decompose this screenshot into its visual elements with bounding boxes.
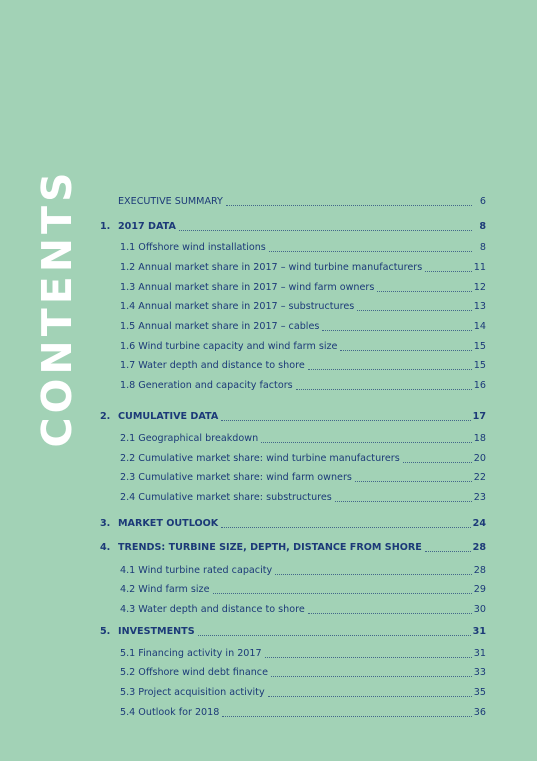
dot-leader	[265, 656, 472, 658]
dot-leader	[221, 419, 470, 421]
dot-leader	[271, 675, 472, 677]
toc-page-number: 15	[473, 341, 486, 352]
toc-entry-label: 1.3 Annual market share in 2017 – wind farm owners	[120, 282, 375, 293]
toc-subentry[interactable]	[100, 583, 486, 597]
dot-leader	[377, 290, 471, 292]
toc-subentry[interactable]	[100, 706, 486, 720]
toc-entry-label: 2.4 Cumulative market share: substructures	[120, 492, 332, 503]
toc-page-number: 31	[473, 648, 486, 659]
toc-entry-label: 2.2 Cumulative market share: wind turbine manufacturers	[120, 453, 400, 464]
toc-entry-label: 1.6 Wind turbine capacity and wind farm size	[120, 341, 338, 352]
toc-page-number: 16	[473, 380, 486, 391]
dot-leader	[261, 441, 472, 443]
toc-entry-label: 5.1 Financing activity in 2017	[120, 648, 262, 659]
toc-page-number: 28	[473, 565, 486, 576]
toc-entry[interactable]	[100, 625, 486, 639]
toc-page-number: 29	[473, 584, 486, 595]
dot-leader	[226, 204, 472, 206]
toc-entry-label: 2017 DATA	[118, 221, 176, 232]
dot-leader	[269, 250, 472, 252]
toc-subentry[interactable]	[100, 432, 486, 446]
dot-leader	[308, 612, 472, 614]
toc-page-number: 6	[479, 196, 486, 207]
toc-entry-label: MARKET OUTLOOK	[118, 518, 219, 529]
toc-entry-label: 5.3 Project acquisition activity	[120, 687, 265, 698]
toc-entry[interactable]	[100, 410, 486, 424]
dot-leader	[357, 309, 472, 311]
toc-page-number: 30	[473, 604, 486, 615]
toc-subentry[interactable]	[100, 300, 486, 314]
dot-leader	[355, 480, 472, 482]
toc-subentry[interactable]	[100, 320, 486, 334]
toc-entry[interactable]	[100, 541, 486, 555]
dot-leader	[275, 573, 472, 575]
toc-page-number: 28	[472, 542, 486, 553]
toc-entry[interactable]	[100, 195, 486, 209]
toc-entry-number: 2.	[100, 411, 111, 422]
toc-subentry[interactable]	[100, 281, 486, 295]
toc-subentry[interactable]	[100, 452, 486, 466]
dot-leader	[340, 349, 471, 351]
toc-entry-label: 1.8 Generation and capacity factors	[120, 380, 293, 391]
toc-subentry[interactable]	[100, 647, 486, 661]
toc-entry-label: TRENDS: TURBINE SIZE, DEPTH, DISTANCE FROM SHORE	[118, 542, 422, 553]
toc-entry-label: INVESTMENTS	[118, 626, 195, 637]
toc-subentry[interactable]	[100, 686, 486, 700]
dot-leader	[322, 329, 471, 331]
page-title: CONTENTS	[33, 168, 81, 448]
toc-page-number: 15	[473, 360, 486, 371]
toc-subentry[interactable]	[100, 564, 486, 578]
toc-entry-label: 1.4 Annual market share in 2017 – substructures	[120, 301, 355, 312]
toc-entry-number: 4.	[100, 542, 111, 553]
dot-leader	[213, 592, 472, 594]
toc-entry[interactable]	[100, 220, 486, 234]
toc-page-number: 33	[473, 667, 486, 678]
toc-entry-label: EXECUTIVE SUMMARY	[118, 196, 223, 207]
toc-subentry[interactable]	[100, 471, 486, 485]
toc-subentry[interactable]	[100, 340, 486, 354]
dot-leader	[308, 368, 472, 370]
toc-page-number: 13	[473, 301, 486, 312]
toc-entry-label: 4.2 Wind farm size	[120, 584, 210, 595]
toc-page-number: 12	[473, 282, 486, 293]
toc-entry-label: 5.4 Outlook for 2018	[120, 707, 220, 718]
toc-subentry[interactable]	[100, 359, 486, 373]
toc-page-number: 24	[472, 518, 486, 529]
toc-page-number: 8	[479, 242, 486, 253]
dot-leader	[403, 461, 472, 463]
toc-entry-number: 1.	[100, 221, 111, 232]
toc-entry-label: 2.3 Cumulative market share: wind farm owners	[120, 472, 352, 483]
toc-entry-label: 1.7 Water depth and distance to shore	[120, 360, 305, 371]
toc-page-number: 22	[473, 472, 486, 483]
toc-entry-label: 4.1 Wind turbine rated capacity	[120, 565, 273, 576]
dot-leader	[425, 550, 471, 552]
toc-page-number: 35	[473, 687, 486, 698]
toc-entry-label: 1.2 Annual market share in 2017 – wind turbine manufacturers	[120, 262, 423, 273]
toc-page-number: 11	[473, 262, 486, 273]
toc-entry-label: 2.1 Geographical breakdown	[120, 433, 259, 444]
dot-leader	[179, 229, 472, 231]
toc-subentry[interactable]	[100, 603, 486, 617]
dot-leader	[425, 270, 472, 272]
toc-page-number: 18	[473, 433, 486, 444]
toc-subentry[interactable]	[100, 379, 486, 393]
dot-leader	[222, 715, 471, 717]
dot-leader	[268, 695, 472, 697]
toc-entry-label: 5.2 Offshore wind debt finance	[120, 667, 268, 678]
toc-page-number: 17	[472, 411, 486, 422]
toc-page-number: 36	[473, 707, 486, 718]
toc-page-number: 23	[473, 492, 486, 503]
toc-entry-label: 4.3 Water depth and distance to shore	[120, 604, 305, 615]
toc-entry-label: 1.5 Annual market share in 2017 – cables	[120, 321, 320, 332]
toc-page-number: 20	[473, 453, 486, 464]
toc-subentry[interactable]	[100, 261, 486, 275]
dot-leader	[198, 634, 471, 636]
toc-page-number: 14	[473, 321, 486, 332]
toc-subentry[interactable]	[100, 491, 486, 505]
toc-page-number: 8	[479, 221, 486, 232]
toc-entry-number: 3.	[100, 518, 111, 529]
dot-leader	[296, 388, 472, 390]
toc-entry[interactable]	[100, 517, 486, 531]
toc-entry-label: 1.1 Offshore wind installations	[120, 242, 266, 253]
toc-entry-number: 5.	[100, 626, 111, 637]
toc-subentry[interactable]	[100, 666, 486, 680]
toc-subentry[interactable]	[100, 241, 486, 255]
dot-leader	[335, 500, 472, 502]
dot-leader	[221, 526, 470, 528]
toc-page-number: 31	[472, 626, 486, 637]
toc-entry-label: CUMULATIVE DATA	[118, 411, 219, 422]
